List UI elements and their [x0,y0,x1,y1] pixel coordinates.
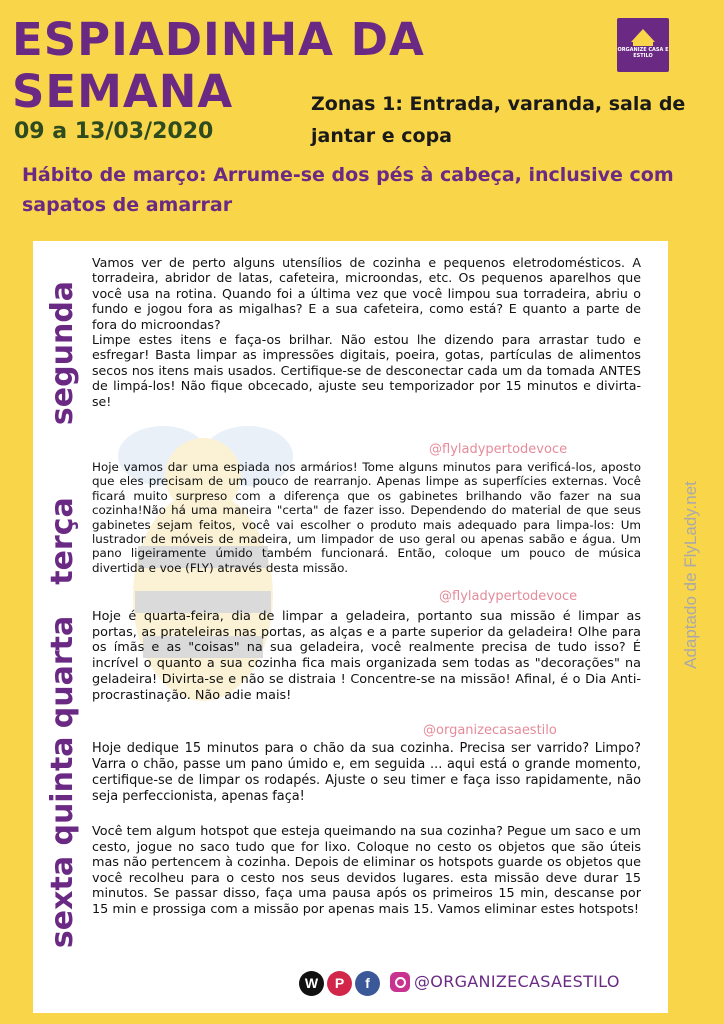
task-text-terca: Hoje vamos dar uma espiada nos armários! Tome alguns minutos para verificá-los, aposto que eles precisam de um pouco de rearranjo. Apenas limpe as superfícies externas. Você ficará muito surpreso com a diferença que os gabinetes brilhando vão fazer na sua cozinha!Não há uma maneira "certa" de fazer isso. Dependendo do material de que seus gabinetes sejam feitos, você vai escolher o produto mais adequado para limpa-los: Um lustrador de móveis de madeira, um limpador de uso geral ou apenas sabão e água. Um pano ligeiramente úmido também funcionará. Então, coloque um pouco de música divertida e voe (FLY) através desta missão. [92,460,641,575]
task-text-segunda: Vamos ver de perto alguns utensílios de cozinha e pequenos eletrodomésticos. A torradeira, abridor de latas, cafeteira, microondas, etc. Os pequenos aparelhos que você usa na rotina. Quando foi a última vez que você limpou sua torradeira, abriu o fundo e jogou fora as migalhas? E a sua cafeteira, como está? E quanto a parte de fora do microondas? Limpe estes itens e faça-os brilhar. Não estou lhe dizendo para arrastar tudo e esfregar! Basta limpar as impressões digitais, poeira, gotas, partículas de alimentos secos nos itens mais usados. Certifique-se de desconectar cada um da tomada ANTES de limpá-los! Não fique obcecado, ajuste seu temporizador por 15 minutos e divirta-se! [92,255,641,409]
task-text-sexta: Você tem algum hotspot que esteja queimando na sua cozinha? Pegue um saco e um cesto, jogue no saco tudo que for lixo. Coloque no cesto os objetos que são úteis mas não pertencem à cozinha. Depois de eliminar os hotspots guarde os objetos que você recolheu para o cesto nos seus devidos lugares. esta missão deve durar 15 minutos. Se passar disso, faça uma pausa após os primeiros 15 min, descanse por 15 min e prossiga com a missão por apenas mais 15. Vamos eliminar estes hotspots! [92,824,641,917]
weekly-tasks-card [33,241,668,1013]
habit-of-month: Hábito de março: Arrume-se dos pés à cabeça, inclusive com sapatos de amarrar [22,164,674,216]
title-line-1: ESPIADINHA DA [12,13,425,66]
day-label-quarta: quarta [45,615,80,729]
date-range: 09 a 13/03/2020 [14,119,214,144]
instagram-handle-3: @organizecasaestilo [423,723,557,738]
instagram-handle-2: @flyladypertodevoce [439,589,578,604]
wordpress-icon[interactable]: W [299,971,324,996]
day-label-quinta: quinta [45,736,80,846]
house-icon [617,18,669,72]
brand-logo [617,18,669,72]
day-label-terca: terça [45,497,80,585]
title-line-2: SEMANA [12,65,234,118]
day-label-sexta: sexta [45,855,80,949]
side-credit: Adaptado de FlyLady.net [681,481,700,669]
task-text-quinta: Hoje dedique 15 minutos para o chão da sua cozinha. Precisa ser varrido? Limpo? Varra o chão, passe um pano úmido e, em seguida ... aqui está o grande momento, certifique-se de limpar os rodapés. Ajuste o seu timer e faça isso rapidamente, não seja perfeccionista, apenas faça! [92,741,641,804]
facebook-icon[interactable]: f [355,971,380,996]
instagram-icon[interactable] [390,972,410,992]
pinterest-icon[interactable]: P [327,971,352,996]
footer-social-handle[interactable]: @ORGANIZECASAESTILO [414,972,620,991]
instagram-handle-1: @flyladypertodevoce [429,442,568,457]
day-label-segunda: segunda [45,280,80,426]
logo-text: ORGANIZE CASA E ESTILO [617,47,669,59]
task-text-quarta: Hoje é quarta-feira, dia de limpar a geladeira, portanto sua missão é limpar as portas, as prateleiras nas portas, as alças e a parte superior da geladeira! Olhe para os ímãs e as "coisas" na sua geladeira, você realmente precisa de tudo isso? É incrível o quanto a sua cozinha fica mais organizada sem todas as "decorações" na geladeira! Divirta-se e não se distraia ! Concentre-se na missão! Afinal, é o Dia Anti-procrastinação. Não adie mais! [92,609,641,703]
zone-heading: Zonas 1: Entrada, varanda, sala de jantar e copa [311,93,686,147]
